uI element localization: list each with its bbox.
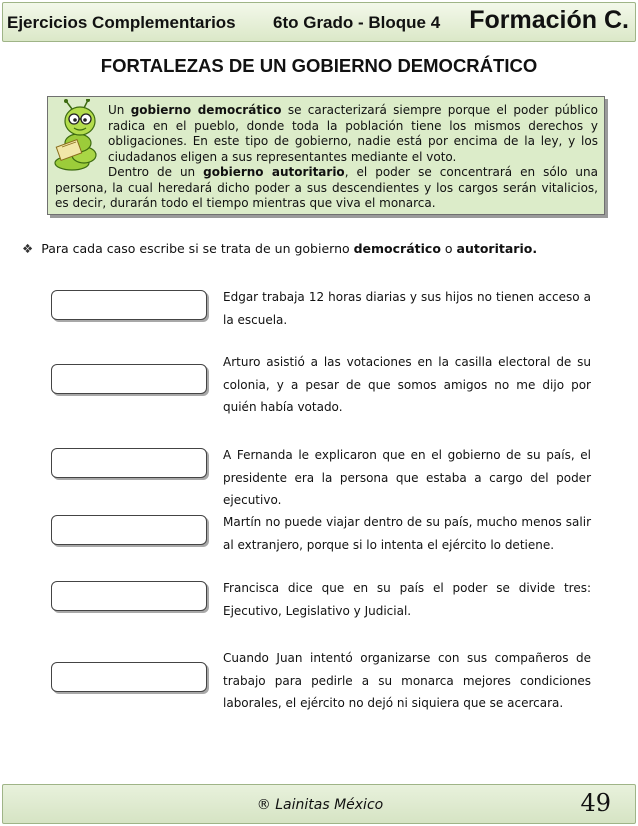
case-text-5: Francisca dice que en su país el poder se divide tres: Ejecutivo, Legislativo y Judicial. (223, 581, 591, 618)
diamond-bullet-icon: ❖ (22, 241, 34, 256)
authoritarian-term: gobierno autoritario (203, 165, 345, 179)
instruction-option-democratic: democrático (353, 241, 441, 256)
footer-credit: ® Lainitas México (256, 797, 384, 813)
header-subject: Ejercicios Complementarios (7, 13, 236, 32)
case-text-1: Edgar trabaja 12 horas diarias y sus hijos no tienen acceso a la escuela. (223, 290, 591, 327)
answer-box-4[interactable] (51, 515, 207, 545)
answer-box-2[interactable] (51, 364, 207, 394)
democratic-definition (108, 103, 598, 165)
authoritarian-definition (55, 165, 598, 212)
page-header (2, 2, 636, 42)
bookworm-icon (50, 99, 106, 175)
case-text-4: Martín no puede viajar dentro de su país, mucho menos salir al extranjero, porque si lo intenta el ejército lo detiene. (223, 515, 591, 552)
info-box (47, 96, 605, 215)
case-text-3: A Fernanda le explicaron que en el gobierno de su país, el presidente era la persona que estaba a cargo del poder ejecutivo. (223, 448, 591, 507)
page-title: FORTALEZAS DE UN GOBIERNO DEMOCRÁTICO (100, 55, 538, 76)
instruction (22, 241, 537, 256)
page-footer (2, 784, 636, 824)
answer-box-3[interactable] (51, 448, 207, 478)
answer-box-5[interactable] (51, 581, 207, 611)
p1-body: se caracterizará siempre porque el poder público radica en el pueblo, donde toda la población tiene los mismos derechos y obligaciones. En este tipo de gobierno, nadie está por encima de la ley, y los ciudadanos eligen a sus representantes mediante el voto. (108, 103, 599, 164)
header-grade: 6to Grado - Bloque 4 (273, 13, 441, 32)
instruction-or: o (440, 241, 457, 256)
instruction-option-authoritarian: autoritario. (456, 241, 538, 256)
p1-intro: Un (108, 103, 131, 117)
democratic-term: gobierno democrático (130, 103, 282, 117)
p2-body: , el poder se concentrará en sólo una persona, la cual heredará dicho poder a sus descendientes y los cargos serán vitalicios, es decir, durarán todo el tiempo mientras que viva el monarca. (55, 165, 598, 210)
instruction-text: Para cada caso escribe si se trata de un gobierno (41, 241, 354, 256)
case-text-2: Arturo asistió a las votaciones en la casilla electoral de su colonia, y a pesar de que somos amigos no me dijo por quién había votado. (223, 355, 591, 414)
answer-box-1[interactable] (51, 290, 207, 320)
page-number: 49 (580, 789, 611, 817)
case-text-6: Cuando Juan intentó organizarse con sus compañeros de trabajo para pedirle a su monarca mejores condiciones laborales, el ejército no dejó ni siquiera que se acercara. (223, 651, 591, 710)
answer-box-6[interactable] (51, 662, 207, 692)
p2-intro: Dentro de un (108, 165, 204, 179)
header-course: Formación C. (469, 6, 629, 34)
